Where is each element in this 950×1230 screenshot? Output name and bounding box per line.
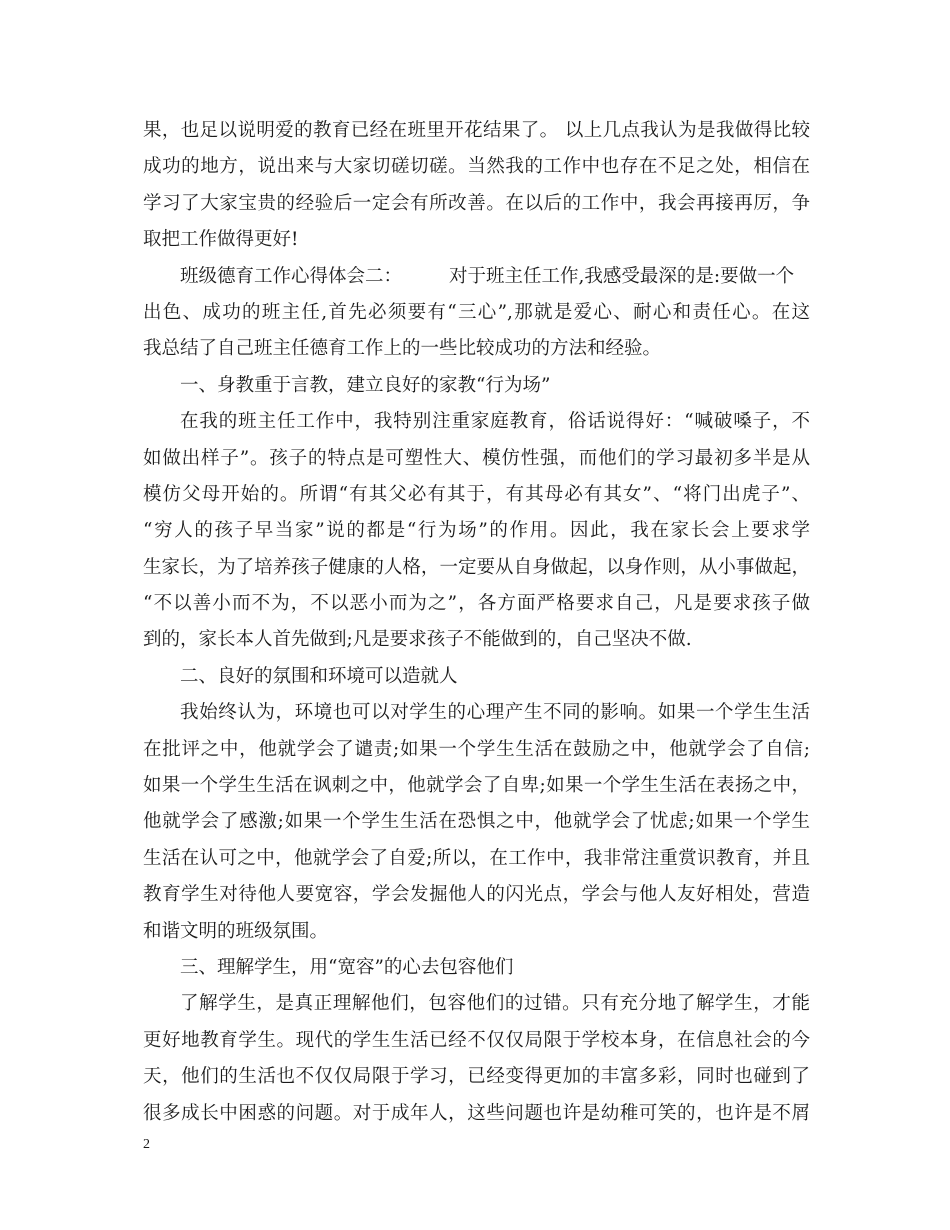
- page-number: 2: [143, 1137, 150, 1152]
- text-line: 成功的地方，说出来与大家切磋切磋。当然我的工作中也存在不足之处，相信在: [143, 156, 810, 178]
- text-line: 在我的班主任工作中，我特别注重家庭教育，俗话说得好：“喊破嗓子，不: [180, 411, 810, 433]
- text-line: 生家长，为了培养孩子健康的人格，一定要从自身做起，以身作则，从小事做起，: [143, 556, 810, 578]
- text-line: 他就学会了感激;如果一个学生生活在恐惧之中，他就学会了忧虑;如果一个学生: [143, 811, 810, 833]
- text-line: 果，也足以说明爱的教育已经在班里开花结果了。 以上几点我认为是我做得比较: [143, 120, 810, 141]
- text-line: 出色、成功的班主任,首先必须要有“三心”,那就是爱心、耐心和责任心。在这: [143, 301, 810, 323]
- text-line: 生活在认可之中，他就学会了自爱;所以，在工作中，我非常注重赏识教育，并且: [143, 847, 810, 869]
- text-line: 在批评之中，他就学会了谴责;如果一个学生生活在鼓励之中，他就学会了自信;: [143, 738, 810, 760]
- text-line: 天，他们的生活也不仅仅局限于学习，已经变得更加的丰富多彩，同时也碰到了: [143, 1066, 810, 1088]
- text-line: 一、身教重于言教，建立良好的家教“行为场”: [180, 374, 551, 396]
- text-line: 了解学生，是真正理解他们，包容他们的过错。只有充分地了解学生，才能: [180, 993, 810, 1015]
- text-line: 模仿父母开始的。所谓“有其父必有其于，有其母必有其女”、“将门出虎子”、: [143, 483, 810, 505]
- text-line: “不以善小而不为，不以恶小而为之”，各方面严格要求自己，凡是要求孩子做: [143, 593, 810, 615]
- text-line: 如做出样子”。孩子的特点是可塑性大、模仿性强，而他们的学习最初多半是从: [143, 447, 810, 469]
- text-line: 更好地教育学生。现代的学生生活已经不仅仅局限于学校本身，在信息社会的今: [143, 1029, 810, 1051]
- text-line: “穷人的孩子早当家”说的都是“行为场”的作用。因此，我在家长会上要求学: [143, 520, 810, 542]
- text-line: 到的，家长本人首先做到;凡是要求孩子不能做到的，自己坚决不做.: [143, 629, 692, 651]
- text-line: 我总结了自己班主任德育工作上的一些比较成功的方法和经验。: [143, 338, 662, 360]
- text-line: 我始终认为，环境也可以对学生的心理产生不同的影响。如果一个学生生活: [180, 702, 810, 724]
- text-line: 和谐文明的班级氛围。: [143, 920, 329, 942]
- text-line: 教育学生对待他人要宽容，学会发掘他人的闪光点，学会与他人友好相处，营造: [143, 884, 810, 906]
- text-line: 三、理解学生，用“宽容”的心去包容他们: [180, 956, 514, 978]
- text-line: 班级德育工作心得体会二： 对于班主任工作,我感受最深的是:要做一个: [180, 265, 795, 287]
- text-line: 很多成长中困惑的问题。对于成年人，这些问题也许是幼稚可笑的，也许是不屑: [143, 1102, 810, 1124]
- document-body: [143, 113, 810, 1132]
- text-line: 学习了大家宝贵的经验后一定会有所改善。在以后的工作中，我会再接再厉，争: [143, 192, 810, 214]
- text-line: 取把工作做得更好!: [143, 229, 299, 251]
- text-line: 二、良好的氛围和环境可以造就人: [180, 665, 458, 687]
- text-line: 如果一个学生生活在讽刺之中，他就学会了自卑;如果一个学生生活在表扬之中，: [143, 775, 810, 797]
